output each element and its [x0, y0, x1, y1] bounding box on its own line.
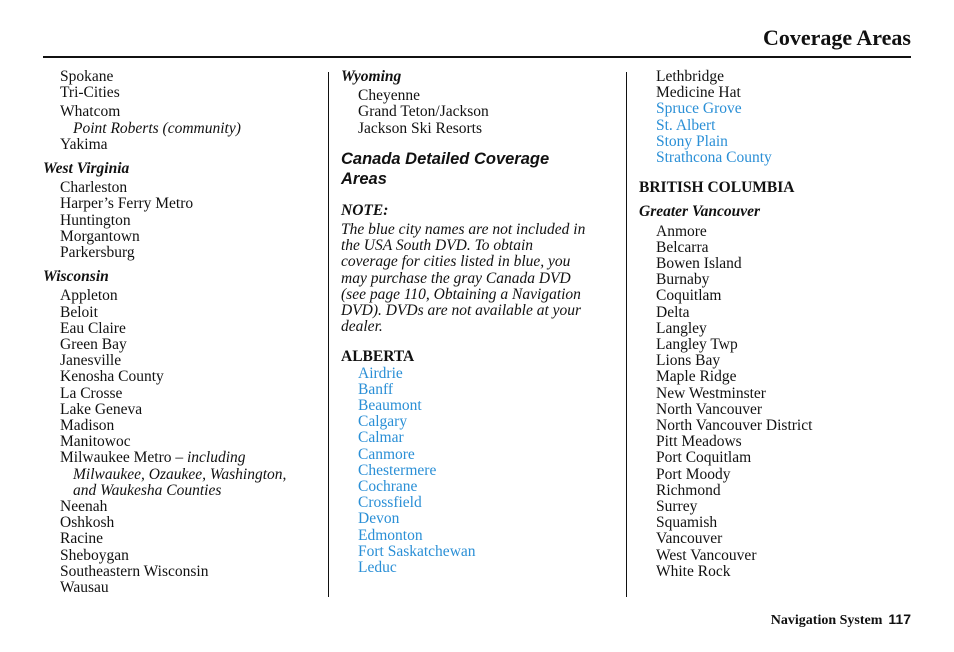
city: Yakima: [60, 135, 108, 153]
city: Surrey: [656, 498, 698, 516]
city: North Vancouver District: [656, 417, 813, 435]
city-blue: Airdrie: [358, 364, 403, 382]
page-title: Coverage Areas: [762, 25, 911, 50]
city: Kenosha County: [60, 368, 164, 386]
city: Beloit: [60, 303, 98, 321]
note-line: DVD). DVDs are not available at your: [341, 302, 582, 320]
province-heading: ALBERTA: [341, 348, 415, 366]
city: Manitowoc: [60, 433, 131, 451]
city: Coquitlam: [656, 287, 722, 305]
city: Harper’s Ferry Metro: [60, 195, 194, 213]
city: Lethbridge: [656, 68, 725, 85]
note-line: the USA South DVD. To obtain: [341, 237, 534, 255]
city: Cheyenne: [358, 87, 420, 105]
header-rule: [43, 56, 911, 58]
city: Janesville: [60, 352, 122, 370]
section-heading: [341, 149, 613, 189]
city: Medicine Hat: [656, 84, 741, 102]
city: Port Coquitlam: [656, 449, 752, 467]
city: New Westminster: [656, 384, 766, 402]
city: Delta: [656, 303, 690, 321]
city: Southeastern Wisconsin: [60, 562, 209, 580]
city: Belcarra: [656, 238, 709, 256]
city: La Crosse: [60, 384, 123, 402]
city: Eau Claire: [60, 319, 126, 337]
city: West Vancouver: [656, 546, 757, 564]
city: Burnaby: [656, 271, 710, 289]
city: Anmore: [656, 222, 707, 240]
province-heading: BRITISH COLUMBIA: [639, 179, 795, 197]
city-blue: Canmore: [358, 445, 415, 463]
city: Sheboygan: [60, 546, 129, 564]
city: Maple Ridge: [656, 368, 737, 386]
city: White Rock: [656, 562, 731, 580]
city-subnote: Milwaukee, Ozaukee, Washington,: [73, 465, 287, 483]
city-blue: Strathcona County: [656, 149, 772, 167]
footer-label: Navigation System: [770, 613, 883, 628]
city-blue: Calgary: [358, 413, 408, 431]
city-blue: Crossfield: [358, 494, 422, 512]
note-line: dealer.: [341, 318, 383, 336]
city: Morgantown: [60, 227, 140, 245]
column-divider: [626, 72, 627, 597]
city-qualifier: including: [186, 449, 246, 467]
column-1: [43, 69, 323, 596]
city: Neenah: [60, 498, 108, 516]
state-heading: Wisconsin: [43, 268, 109, 286]
state-heading: Wyoming: [341, 68, 402, 85]
city-blue: Leduc: [358, 559, 397, 577]
city: Huntington: [60, 211, 131, 229]
city: Jackson Ski Resorts: [358, 119, 482, 137]
column-3: [639, 69, 911, 580]
city-blue: Cochrane: [358, 478, 418, 496]
city-blue: St. Albert: [656, 116, 716, 134]
city: Racine: [60, 530, 104, 548]
city: Port Moody: [656, 465, 731, 483]
note-line: The blue city names are not included in: [341, 221, 586, 239]
city: Wausau: [60, 579, 109, 597]
page-footer: [771, 611, 911, 629]
city-blue: Stony Plain: [656, 132, 728, 150]
city-blue: Devon: [358, 510, 400, 528]
city: Grand Teton/Jackson: [358, 103, 489, 121]
city: Langley: [656, 319, 707, 337]
city-blue: Banff: [358, 380, 394, 398]
city-blue: Calmar: [358, 429, 404, 447]
city: Vancouver: [656, 530, 723, 548]
city-blue: Beaumont: [358, 397, 422, 415]
section-heading-line: Areas: [341, 169, 387, 188]
city: Tri-Cities: [60, 84, 120, 102]
city-blue: Spruce Grove: [656, 100, 742, 118]
city: Parkersburg: [60, 244, 135, 262]
city: Squamish: [656, 514, 718, 532]
page-number: 117: [888, 611, 911, 627]
note-heading: NOTE:: [341, 201, 389, 219]
city: Bowen Island: [656, 255, 742, 273]
city-blue: Chestermere: [358, 461, 437, 479]
note-line: coverage for cities listed in blue, you: [341, 253, 571, 271]
city: Whatcom: [60, 103, 121, 121]
city: Madison: [60, 417, 115, 435]
city-blue: Fort Saskatchewan: [358, 542, 476, 560]
note-body: [341, 222, 613, 335]
city-blue: Edmonton: [358, 526, 423, 544]
note-line: (see page 110, Obtaining a Navigation: [341, 285, 581, 303]
city: Lions Bay: [656, 352, 721, 370]
note-line: may purchase the gray Canada DVD: [341, 269, 571, 287]
city: Oshkosh: [60, 514, 115, 532]
city-subnote: Point Roberts (community): [73, 119, 241, 137]
column-2: [341, 69, 613, 576]
city: Richmond: [656, 481, 721, 499]
state-heading: West Virginia: [43, 160, 130, 178]
city: Pitt Meadows: [656, 433, 742, 451]
column-divider: [328, 72, 329, 597]
city: Langley Twp: [656, 336, 738, 354]
city: North Vancouver: [656, 400, 763, 418]
section-heading-line: Canada Detailed Coverage: [341, 149, 550, 168]
city: Appleton: [60, 287, 118, 305]
city: Lake Geneva: [60, 400, 143, 418]
city: [43, 450, 323, 466]
city-subnote: and Waukesha Counties: [73, 481, 222, 499]
city: Green Bay: [60, 336, 127, 354]
city-name: Milwaukee Metro –: [60, 449, 187, 467]
city: Spokane: [60, 68, 114, 85]
region-heading: Greater Vancouver: [639, 203, 760, 221]
city: Charleston: [60, 179, 128, 197]
